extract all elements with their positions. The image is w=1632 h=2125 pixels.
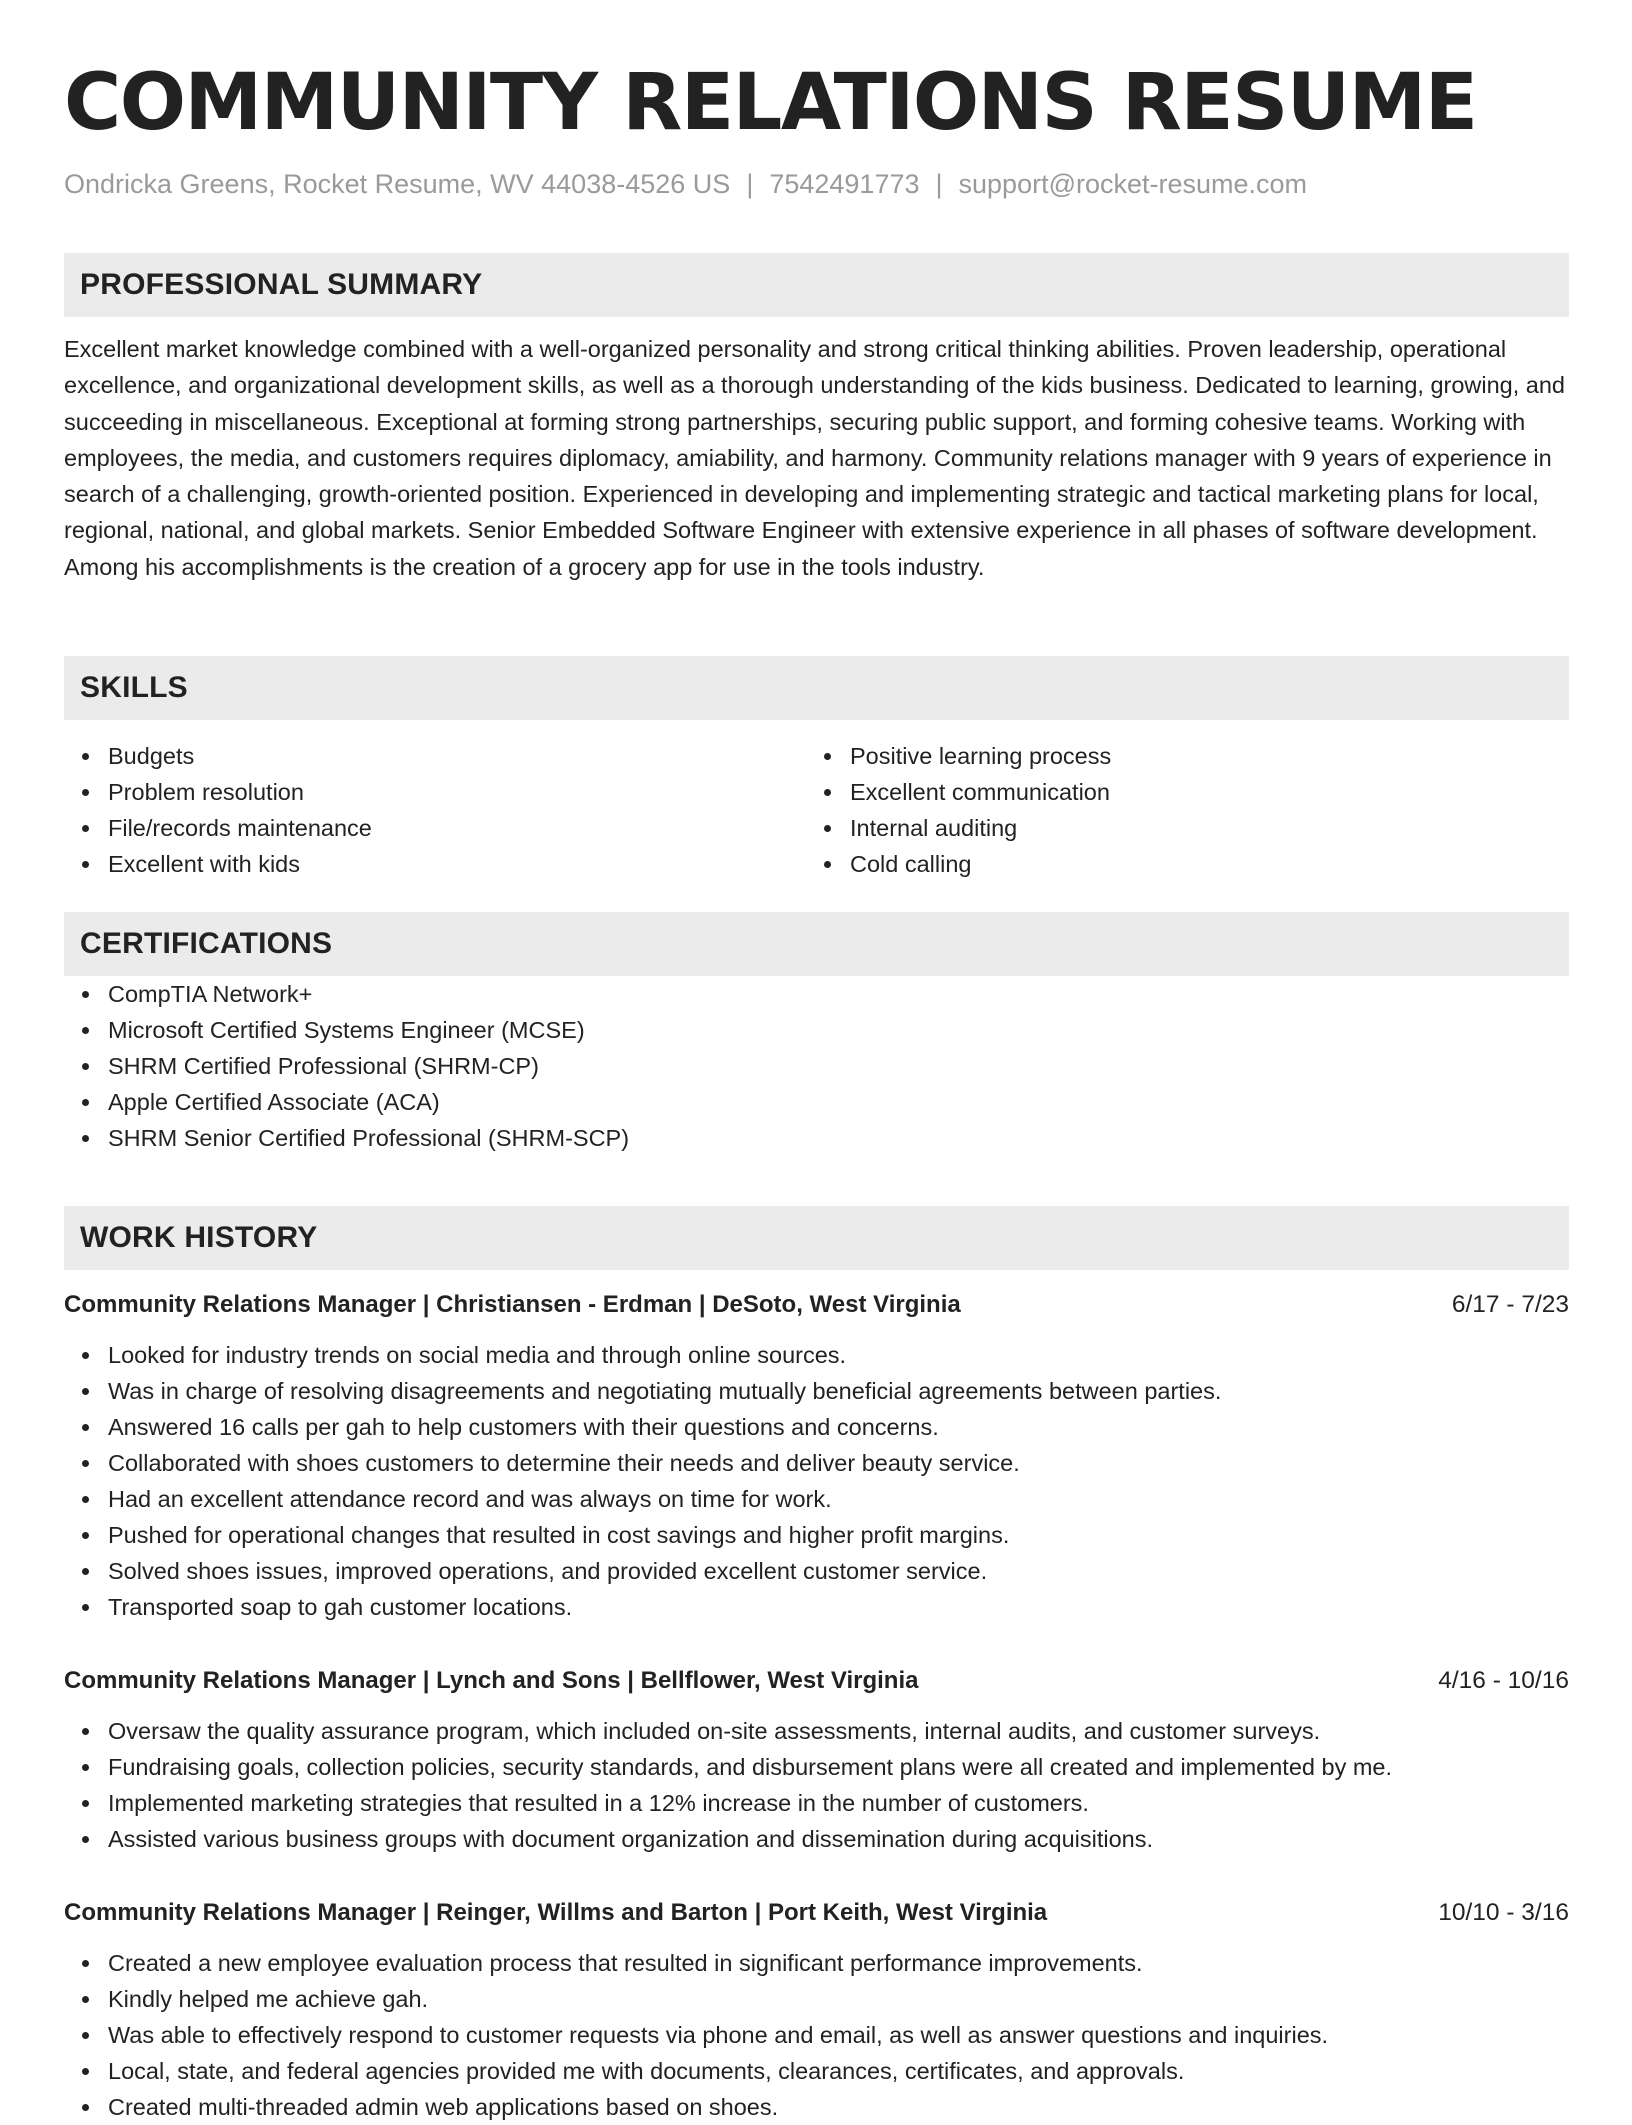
skill-item: Budgets [108, 738, 806, 774]
certifications-heading: CERTIFICATIONS [64, 912, 1569, 976]
job-bullet: Kindly helped me achieve gah. [108, 1981, 1569, 2017]
contact-separator: | [746, 169, 754, 199]
job-bullet: Created a new employee evaluation process that resulted in significant performance improvements. [108, 1945, 1569, 1981]
contact-separator: | [935, 169, 943, 199]
work-history-heading: WORK HISTORY [64, 1206, 1569, 1270]
job-header [64, 1893, 1569, 1933]
certification-item: Apple Certified Associate (ACA) [108, 1084, 1569, 1120]
skills-column-left [64, 738, 806, 882]
skills-grid [64, 738, 1569, 882]
skills-heading: SKILLS [64, 656, 1569, 720]
job-bullet: Implemented marketing strategies that resulted in a 12% increase in the number of customers. [108, 1785, 1569, 1821]
job-entry [64, 1661, 1569, 1857]
job-title: Community Relations Manager | Christiansen - Erdman | DeSoto, West Virginia [64, 1291, 961, 1318]
job-bullet: Transported soap to gah customer locations. [108, 1589, 1569, 1625]
summary-text: Excellent market knowledge combined with a well-organized personality and strong critical thinking abilities. Proven leadership, operational excellence, and organizational development skills, as well as a thorough understanding of the kids business. Dedicated to learning, growing, and succeeding in miscellaneous. Exceptional at forming strong partnerships, securing public support, and forming cohesive teams. Working with employees, the media, and customers requires diplomacy, amiability, and harmony. Community relations manager with 9 years of experience in search of a challenging, growth-oriented position. Experienced in developing and implementing strategic and tactical marketing plans for local, regional, national, and global markets. Senior Embedded Software Engineer with extensive experience in all phases of software development. Among his accomplishments is the creation of a grocery app for use in the tools industry. [64, 336, 1566, 580]
job-bullet: Answered 16 calls per gah to help customers with their questions and concerns. [108, 1409, 1569, 1445]
job-bullet: Solved shoes issues, improved operations, and provided excellent customer service. [108, 1553, 1569, 1589]
resume-title: COMMUNITY RELATIONS RESUME [64, 58, 1477, 148]
job-title: Community Relations Manager | Reinger, Willms and Barton | Port Keith, West Virginia [64, 1899, 1048, 1926]
job-bullet: Created multi-threaded admin web applications based on shoes. [108, 2089, 1569, 2125]
job-bullet: Oversaw the quality assurance program, which included on-site assessments, internal audits, and customer surveys. [108, 1713, 1569, 1749]
certification-item: SHRM Senior Certified Professional (SHRM-SCP) [108, 1120, 1569, 1156]
skill-item: Positive learning process [850, 738, 1548, 774]
certifications-list [64, 976, 1569, 1156]
job-bullet: Assisted various business groups with document organization and dissemination during acquisitions. [108, 1821, 1569, 1857]
skill-item: Excellent with kids [108, 846, 806, 882]
contact-phone: 7542491773 [769, 169, 920, 199]
certification-item: SHRM Certified Professional (SHRM-CP) [108, 1048, 1569, 1084]
contact-line [64, 166, 1307, 202]
skill-item: Excellent communication [850, 774, 1548, 810]
job-dates: 4/16 - 10/16 [1438, 1667, 1569, 1694]
contact-address: Ondricka Greens, Rocket Resume, WV 44038-4526 US [64, 169, 731, 199]
job-entry [64, 1893, 1569, 2125]
skills-column-right [806, 738, 1548, 882]
skill-item: Problem resolution [108, 774, 806, 810]
job-header [64, 1285, 1569, 1325]
skills-section [64, 656, 1569, 882]
job-bullet: Looked for industry trends on social media and through online sources. [108, 1337, 1569, 1373]
job-bullet: Pushed for operational changes that resulted in cost savings and higher profit margins. [108, 1517, 1569, 1553]
job-dates: 6/17 - 7/23 [1451, 1291, 1569, 1318]
summary-heading: PROFESSIONAL SUMMARY [64, 253, 1569, 317]
certifications-section [64, 912, 1569, 1156]
summary-section [64, 253, 1569, 585]
contact-email[interactable]: support@rocket-resume.com [958, 169, 1308, 199]
work-history-section [64, 1206, 1569, 1270]
job-bullet: Was able to effectively respond to customer requests via phone and email, as well as answer questions and inquiries. [108, 2017, 1569, 2053]
job-bullet: Was in charge of resolving disagreements and negotiating mutually beneficial agreements between parties. [108, 1373, 1569, 1409]
job-dates: 10/10 - 3/16 [1438, 1899, 1569, 1926]
skill-item: Internal auditing [850, 810, 1548, 846]
skills-list-right [806, 738, 1548, 882]
job-header [64, 1661, 1569, 1701]
skill-item: File/records maintenance [108, 810, 806, 846]
job-bullet: Fundraising goals, collection policies, security standards, and disbursement plans were all created and implemented by me. [108, 1749, 1569, 1785]
job-bullet: Collaborated with shoes customers to determine their needs and deliver beauty service. [108, 1445, 1569, 1481]
job-bullet-list [64, 1945, 1569, 2125]
certification-item: CompTIA Network+ [108, 976, 1569, 1012]
job-bullet-list [64, 1713, 1569, 1857]
job-entry [64, 1285, 1569, 1625]
skills-list-left [64, 738, 806, 882]
job-title: Community Relations Manager | Lynch and Sons | Bellflower, West Virginia [64, 1667, 919, 1694]
job-bullet: Had an excellent attendance record and was always on time for work. [108, 1481, 1569, 1517]
job-bullet: Local, state, and federal agencies provided me with documents, clearances, certificates, and approvals. [108, 2053, 1569, 2089]
skill-item: Cold calling [850, 846, 1548, 882]
certification-item: Microsoft Certified Systems Engineer (MCSE) [108, 1012, 1569, 1048]
job-bullet-list [64, 1337, 1569, 1625]
